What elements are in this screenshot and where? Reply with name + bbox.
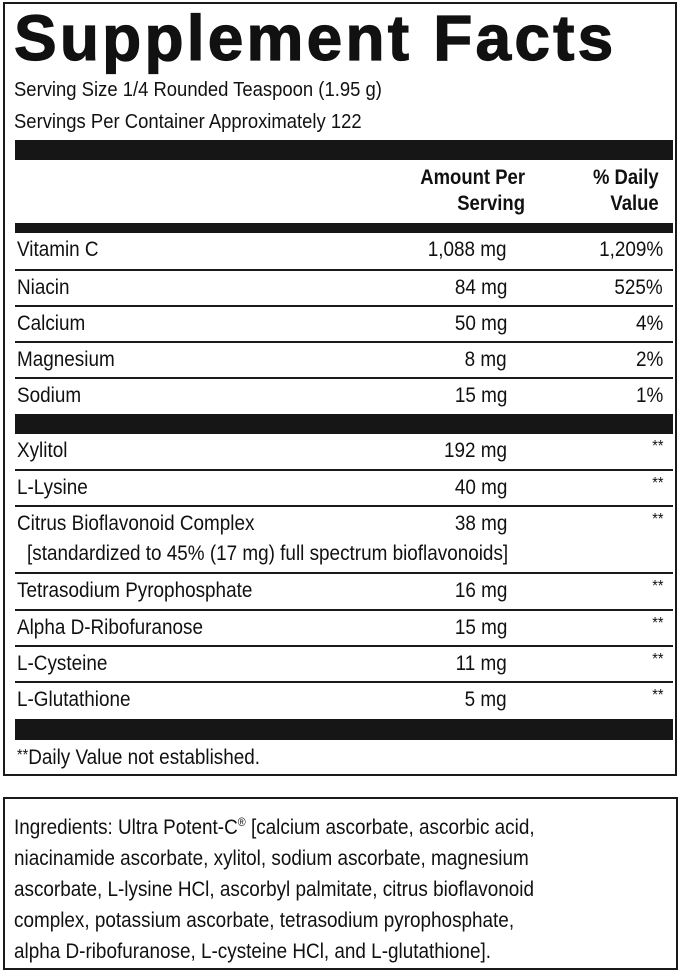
header-amount-line1: Amount Per [420, 166, 525, 189]
daily-value-header [593, 165, 659, 217]
ingredient-name: Citrus Bioflavonoid Complex [17, 512, 255, 535]
header-dv-line2: Value [610, 192, 659, 215]
ingredient-amount: 192 mg [443, 439, 507, 462]
ingredient-name: Alpha D-Ribofuranose [17, 616, 203, 639]
nutrient-name: Sodium [17, 384, 82, 407]
nutrient-amount: 50 mg [454, 312, 507, 335]
servings-per-container: Servings Per Container Approximately 122 [14, 110, 362, 133]
thick-divider [15, 719, 673, 740]
ingredient-amount: 40 mg [454, 476, 507, 499]
ingredient-name: L-Glutathione [17, 688, 131, 711]
ingredients-panel [3, 797, 678, 970]
ingredient-daily-value: ** [651, 578, 663, 595]
ingredients-label: Ingredients: Ultra Potent-C [14, 816, 238, 839]
nutrient-amount: 15 mg [454, 384, 507, 407]
header-amount-line2: Serving [457, 192, 525, 215]
ingredient-row [15, 647, 673, 683]
ingredients-line: niacinamide ascorbate, xylitol, sodium ascorbate, magnesium [14, 847, 529, 870]
nutrient-row [15, 343, 673, 379]
ingredient-row [15, 471, 673, 507]
ingredient-row [15, 611, 673, 647]
ingredient-daily-value: ** [651, 651, 663, 668]
footnote [17, 742, 260, 772]
ingredient-row [15, 434, 673, 471]
ingredient-daily-value: ** [651, 438, 663, 455]
ingredient-row [15, 574, 673, 611]
ingredient-name: L-Lysine [17, 476, 88, 499]
ingredient-daily-value: ** [651, 511, 663, 528]
ingredient-amount: 16 mg [454, 579, 507, 602]
ingredient-daily-value: ** [651, 475, 663, 492]
ingredient-row [15, 683, 673, 719]
thick-divider [15, 140, 673, 160]
ingredient-note: [standardized to 45% (17 mg) full spectrum bioflavonoids] [27, 542, 509, 565]
nutrient-row [15, 233, 673, 271]
ingredients-line [14, 807, 662, 843]
ingredient-amount: 11 mg [455, 652, 507, 675]
ingredients-list-start: [calcium ascorbate, ascorbic acid, [245, 816, 535, 839]
thick-divider [15, 414, 673, 434]
nutrient-daily-value: 4% [635, 312, 663, 335]
ingredient-amount: 38 mg [454, 512, 507, 535]
nutrient-name: Magnesium [17, 348, 115, 371]
nutrient-name: Vitamin C [17, 238, 99, 261]
ingredient-row [15, 507, 673, 574]
nutrient-daily-value: 2% [635, 348, 663, 371]
nutrient-row [15, 307, 673, 343]
ingredients-line: ascorbate, L-lysine HCl, ascorbyl palmitate, citrus bioflavonoid [14, 878, 534, 901]
nutrient-row [15, 271, 673, 307]
serving-size: Serving Size 1/4 Rounded Teaspoon (1.95 g) [14, 78, 382, 101]
ingredients-line: complex, potassium ascorbate, tetrasodium pyrophosphate, [14, 909, 515, 932]
nutrient-amount: 84 mg [454, 276, 507, 299]
ingredients-line: alpha D-ribofuranose, L-cysteine HCl, and L-glutathione]. [14, 940, 491, 963]
registered-trademark-icon: ® [237, 815, 246, 829]
footnote-marker: ** [17, 747, 29, 764]
nutrient-amount: 1,088 mg [428, 238, 507, 261]
nutrient-daily-value: 1,209% [598, 238, 663, 261]
nutrient-name: Calcium [17, 312, 86, 335]
ingredient-amount: 15 mg [454, 616, 507, 639]
nutrient-amount: 8 mg [464, 348, 507, 371]
footnote-text: Daily Value not established. [28, 746, 261, 769]
ingredient-daily-value: ** [651, 615, 663, 632]
header-dv-line1: % Daily [593, 166, 659, 189]
ingredient-amount: 5 mg [464, 688, 507, 711]
nutrient-name: Niacin [17, 276, 70, 299]
nutrient-daily-value: 525% [614, 276, 663, 299]
ingredient-daily-value: ** [651, 687, 663, 704]
panel-title: Supplement Facts [14, 2, 617, 74]
ingredient-name: Tetrasodium Pyrophosphate [17, 579, 253, 602]
nutrient-daily-value: 1% [635, 384, 663, 407]
ingredient-name: L-Cysteine [17, 652, 108, 675]
supplement-facts-panel [3, 2, 677, 776]
ingredient-name: Xylitol [17, 439, 68, 462]
ingredients-text [14, 807, 662, 967]
nutrient-row [15, 379, 673, 414]
amount-per-serving-header [420, 165, 525, 217]
thick-divider [15, 223, 673, 233]
